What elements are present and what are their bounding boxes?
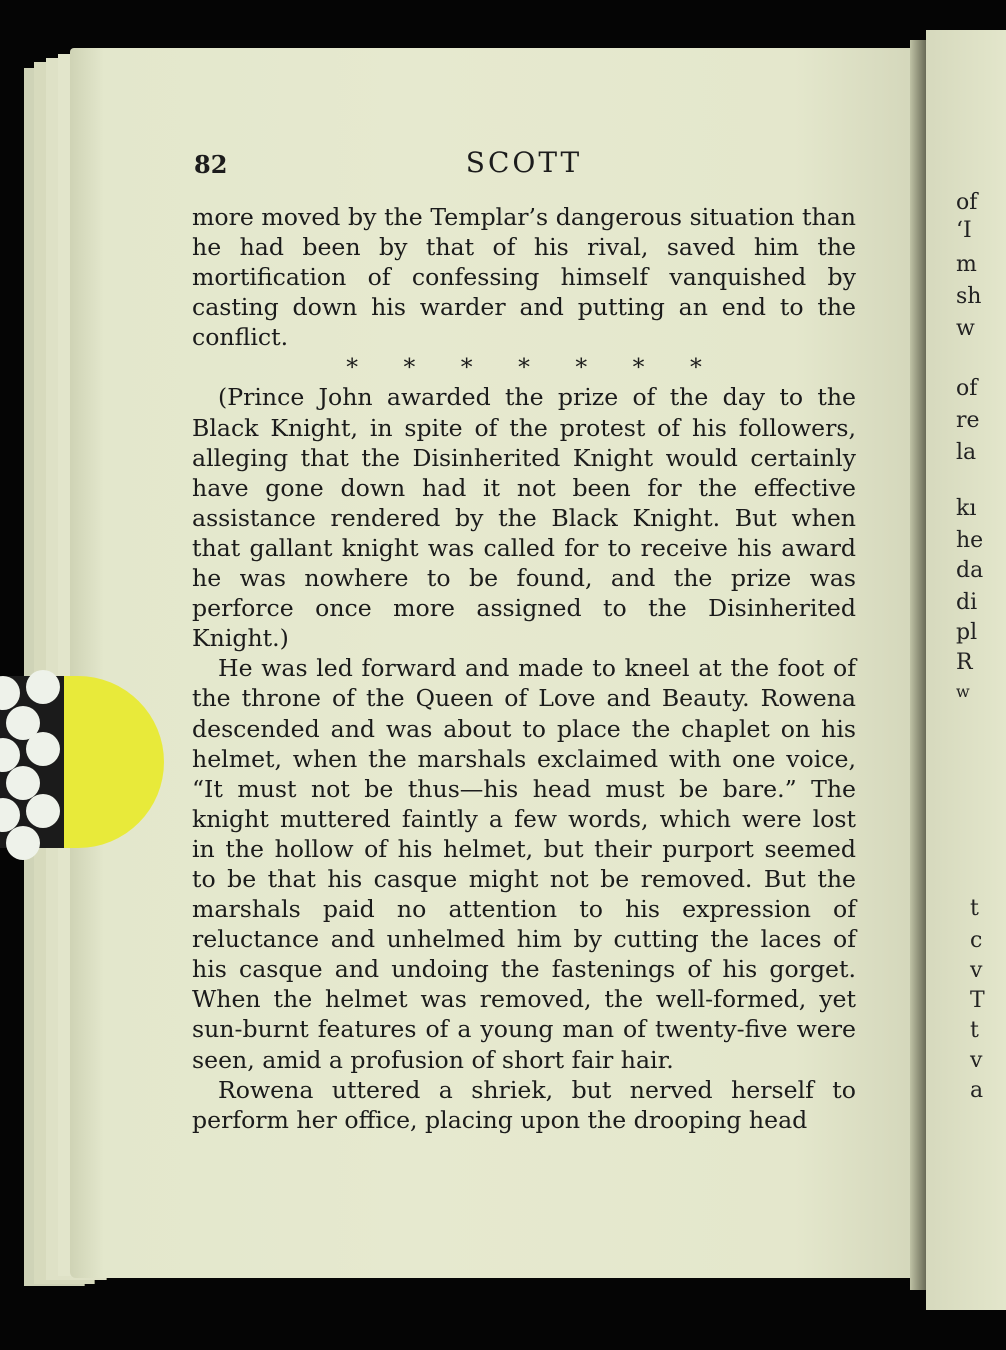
facing-fragment: t	[970, 896, 979, 921]
facing-fragment: m	[956, 252, 977, 277]
page-number: 82	[194, 150, 228, 179]
facing-fragment: of	[956, 376, 978, 401]
facing-fragment: kı	[956, 496, 977, 521]
facing-fragment: di	[956, 590, 978, 615]
paragraph: (Prince John awarded the prize of the day to the Black Knight, in spite of the protest of his followers, alleging that the Disinherited Knight would certainly have gone down had it not been for the effective assistance rendered by the Black Knight. But when that gallant knight was called for to receive his award he was nowhere to be found, and the prize was perforce once more assigned to the Disinherited Knight.)	[192, 383, 856, 653]
facing-fragment: w	[956, 316, 975, 341]
page-header	[194, 146, 854, 186]
facing-fragment: v	[970, 1048, 983, 1073]
facing-fragment: t	[970, 1018, 979, 1043]
page-body	[192, 202, 856, 1135]
facing-fragment: sh	[956, 284, 982, 309]
facing-fragment: ‘I	[956, 218, 972, 243]
facing-fragment: re	[956, 408, 980, 433]
facing-fragment: la	[956, 440, 977, 465]
facing-fragment: pl	[956, 620, 978, 645]
facing-page	[926, 30, 1006, 1310]
paragraph: He was led forward and made to kneel at the foot of the throne of the Queen of Love and Beauty. Rowena descended and was about to place the chaplet on his helmet, when the marshals exclaimed with one voice, “It must not be thus—his head must be bare.” The knight muttered faintly a few words, which were lost in the hollow of his helmet, but their purport seemed to be that his casque might not be removed. But the marshals paid no attention to his expression of reluctance and unhelmed him by cutting the laces of his casque and undoing the fastenings of his gorget. When the helmet was removed, the well-formed, yet sun-burnt features of a young man of twenty-five were seen, amid a profusion of short fair hair.	[192, 654, 856, 1074]
facing-fragment: R	[956, 650, 973, 675]
facing-fragment: a	[970, 1078, 984, 1103]
facing-fragment: of	[956, 190, 978, 215]
paragraph: more moved by the Templar’s dangerous situation than he had been by that of his rival, saved him the mortification of confessing himself vanquished by casting down his warder and putting an end to the conflict.	[192, 203, 856, 352]
facing-fragment: T	[970, 988, 985, 1013]
facing-fragment: c	[970, 928, 983, 953]
facing-fragment: v	[970, 958, 983, 983]
facing-fragment: he	[956, 528, 984, 553]
facing-fragment: w	[956, 682, 970, 701]
paragraph: Rowena uttered a shriek, but nerved herself to perform her office, placing upon the drooping head	[192, 1075, 856, 1134]
section-separator: * * * * * * *	[346, 353, 702, 382]
bookmark-clip-pattern	[0, 676, 64, 848]
facing-fragment: da	[956, 558, 984, 583]
running-head: SCOTT	[465, 146, 583, 179]
